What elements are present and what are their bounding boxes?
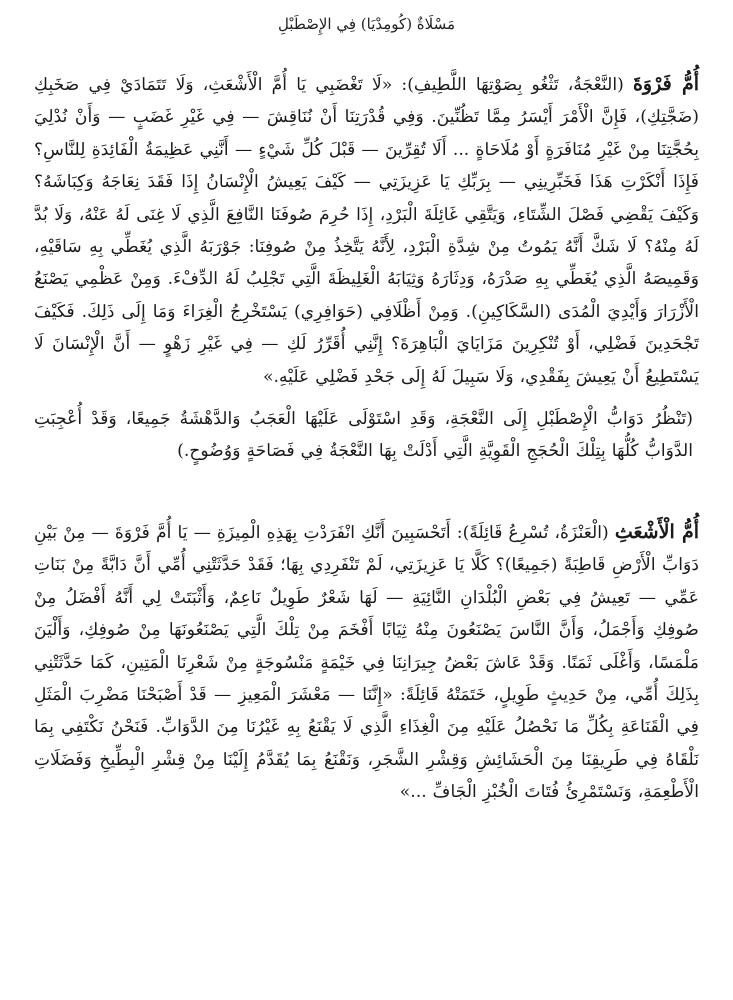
paragraph-text: (الْعَنْزَةُ، تُسْرِعُ قَائِلَةً): أَتَحْسَبِينَ أَنَّكِ انْفَرَدْتِ بِهَذِهِ الْمِيزَةِ — يَا أُمَّ فَرْوَةَ — مِنْ بَيْنِ دَوَابِّ الْأَرْضِ قَاطِبَةً (جَمِيعًا)؟ كَلَّا يَا عَزِيزَتِي، لَمْ تَنْفَرِدِي بِهَا؛ فَقَدْ حَدَّثَتْنِي أُمِّي أَنَّ دَابَّةً مِنْ بَنَاتِ عَمِّي — تَعِيشُ فِي بَعْضِ الْبُلْدَانِ النَّائِيَةِ — لَهَا شَعْرٌ طَوِيلٌ نَاعِمٌ، وَأَثْبَتَتْ لِي أَنَّهُ أَفْضَلُ مِنْ صُوفِكِ وَأَجْمَلُ، وَأَنَّ النَّاسَ يَصْنَعُونَ مِنْهُ ثِيَابًا أَفْخَمَ مِنْ تِلْكَ الَّتِي يَصْنَعُونَهَا مِنْ صُوفِكِ، وَأَلْيَنَ مَلْمَسًا، وَأَغْلَى ثَمَنًا. وَقَدْ عَاشَ بَعْضُ جِيرَانِنَا فِي خَيْمَةٍ مَنْسُوجَةٍ مِنْ شَعْرِنَا الْمَتِينِ، كَمَا حَدَّثَتْنِي بِذَلِكَ أُمِّي، مِنْ حَدِيثٍ طَوِيلٍ، خَتَمَتْهُ قَائِلَةً: «إِنَّنَا — مَعْشَرَ الْمَعِيزِ — قَدْ أَصْبَحْنَا مَضْرِبَ الْمَثَلِ فِي الْقَنَاعَةِ بِكُلِّ مَا نَحْصُلُ عَلَيْهِ مِنَ الْغِذَاءِ الَّذِي لَا يَقْنَعُ بِهِ غَيْرُنَا مِنَ الدَّوَابِّ. فَنَحْنُ نَكْتَفِي بِمَا نَلْقَاهُ فِي طَرِيقِنَا مِنَ الْحَشَائِشِ وَقِشْرِ الشَّجَرِ، وَنَقْنَعُ بِمَا يُقَدَّمُ إِلَيْنَا مِنْ قِشْرِ الْبِطِّيخِ وَفَضَلَاتِ الْأَطْعِمَةِ، وَنَسْتَمْرِئُ فُتَاتَ الْخُبْزِ الْجَافِّ ...» — [34, 522, 699, 803]
stage-direction: (تَنْظُرُ دَوَابُّ الْإِصْطَبْلِ إِلَى النَّعْجَةِ، وَقَدِ اسْتَوْلَى عَلَيْهَا الْعَجَبُ وَالدَّهْشَةُ جَمِيعًا، وَقَدْ أُعْجِبَتِ الدَّوَابُّ كُلُّهَا بِتِلْكَ الْحُجَجِ الْقَوِيَّةِ الَّتِي أَدْلَتْ بِهَا النَّعْجَةُ فِي فَصَاحَةٍ وَوُضُوحٍ.) — [34, 409, 693, 462]
paragraph-umm-al-ashath — [34, 516, 699, 809]
paragraph-umm-farwa — [34, 68, 699, 393]
running-header: مَسْلَاةٌ (كُومِدْيَا) فِي الإِصْطَبْلِ — [277, 15, 456, 33]
speaker-name: أُمُّ فَرْوَةَ — [632, 73, 699, 95]
paragraph-text: (النَّعْجَةُ، تَثْغُو بِصَوْتِهَا اللَّطِيفِ): «لَا تَغْضَبِي يَا أُمَّ الْأَشْعَثِ، وَلَا تَتَمَادَيْ فِي صَخَبِكِ (ضَجَّتِكِ)، فَإِنَّ الْأَمْرَ أَيْسَرُ مِمَّا تَظُنِّينَ. وَفِي قُدْرَتِنَا أَنْ نُنَاقِشَ — فِي غَيْرِ غَضَبٍ — وَأَنْ نُدْلِيَ بِحُجَّتِنَا مِنْ غَيْرِ مُنَافَرَةٍ أَوْ مُلَاحَاةٍ ... أَلَا تُقِرِّينَ — قَبْلَ كُلِّ شَيْءٍ — أَنَّنِي عَظِيمَةُ الْفَائِدَةِ لِلنَّاسِ؟ فَإِذَا أَنْكَرْتِ هَذَا فَخَبِّرِينِي — بِرَبِّكِ يَا عَزِيزَتِي — كَيْفَ يَعِيشُ الْإِنْسَانُ إِذَا فَقَدَ نِعَاجَهُ وَكِبَاشَهُ؟ وَكَيْفَ يَقْضِي فَصْلَ الشِّتَاءِ، وَيَتَّقِي غَائِلَةَ الْبَرْدِ، إِذَا حُرِمَ صُوفَنَا النَّافِعَ الَّذِي لَا غِنَى لَهُ عَنْهُ، وَلَا بُدَّ لَهُ مِنْهُ؟ لَا شَكَّ أَنَّهُ يَمُوتُ مِنْ شِدَّةِ الْبَرْدِ، لِأَنَّهُ يَتَّخِذُ مِنْ صُوفِنَا: جَوْرَبَهُ الَّذِي يُغَطِّي بِهِ سَاقَيْهِ، وَقَمِيصَهُ الَّذِي يُغَطِّي بِهِ صَدْرَهُ، وَدِثَارَهُ وَثِيَابَهُ الْغَلِيظَةَ الَّتِي تَجْلِبُ لَهُ الدِّفْءَ. وَمِنْ عَظْمِي يَصْنَعُ الْأَزْرَارَ وَأَيْدِيَ الْمُدَى (السَّكَاكِينِ). وَمِنْ أَظْلَافِي (حَوَافِرِي) يَسْتَخْرِجُ الْغِرَاءَ وَمَا إِلَى ذَلِكَ. فَكَيْفَ تَجْحَدِينَ فَضْلِي، أَوْ تُنْكِرِينَ مَزَايَايَ الْبَاهِرَةَ؟ إِنَّنِي أُقَرِّرُ لَكِ — فِي غَيْرِ زَهْوٍ — أَنَّ الْإِنْسَانَ لَا يَسْتَطِيعُ أَنْ يَعِيشَ بِفَقْدِي، وَلَا سَبِيلَ لَهُ إِلَى جَحْدِ فَضْلِي عَلَيْهِ.» — [34, 75, 699, 387]
speaker-name: أُمُّ الْأَشْعَثِ — [614, 520, 700, 543]
